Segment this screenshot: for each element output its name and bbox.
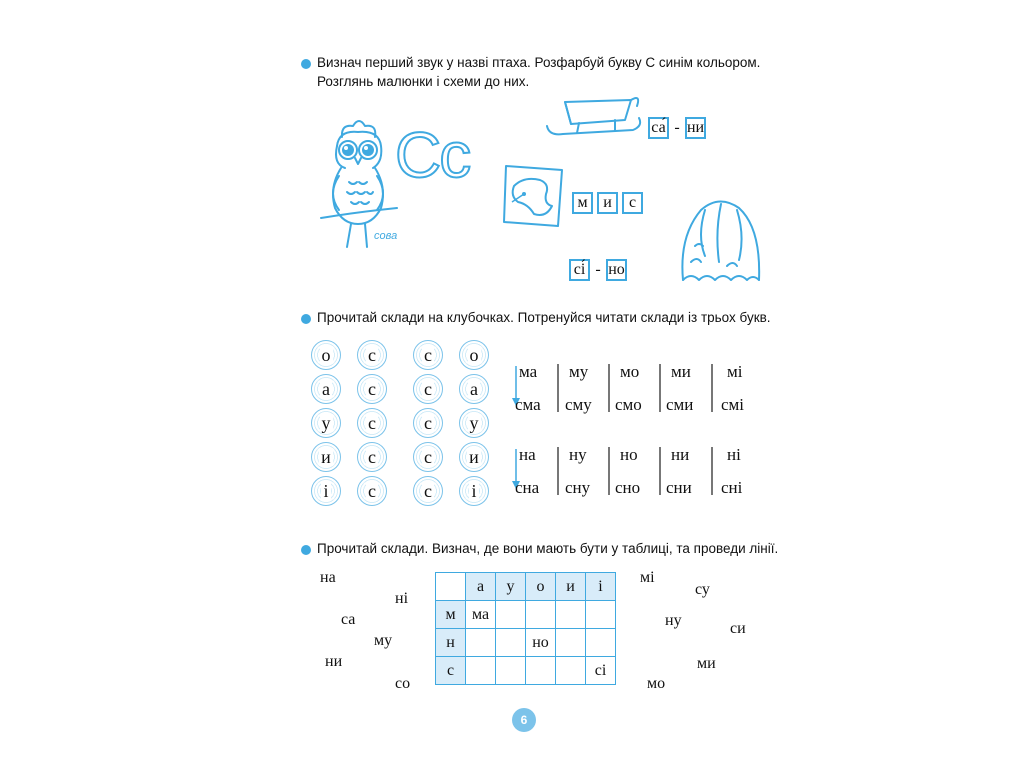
syllable: сму — [565, 395, 592, 414]
syllable: ми — [671, 362, 691, 381]
table-cell — [526, 657, 556, 685]
syllable: мі — [727, 362, 743, 381]
table-row — [436, 629, 616, 657]
instruction-3: Прочитай склади. Визнач, де вони мають бути у таблиці, та проведи лінії. — [317, 541, 779, 556]
table-cell — [496, 657, 526, 685]
syllable-word: ну — [665, 612, 682, 629]
syllable-word: мо — [647, 675, 666, 692]
scheme-cell: и — [597, 192, 618, 214]
table-header-row — [436, 573, 616, 601]
syllable: сно — [615, 478, 641, 497]
yarn-ball: і — [459, 476, 489, 506]
syllable-word: ні — [395, 590, 409, 607]
yarn-ball: а — [459, 374, 489, 404]
yarn-ball: о — [311, 340, 341, 370]
yarn-pairs-left — [311, 340, 391, 508]
scheme-sino — [569, 259, 627, 281]
syllable: сма — [515, 395, 541, 414]
yarn-ball: у — [311, 408, 341, 438]
owl-caption: сова — [374, 230, 398, 242]
instruction-2: Прочитай склади на клубочках. Потренуйся читати склади із трьох букв. — [317, 310, 771, 325]
table-corner — [436, 573, 466, 601]
syllable-block-1 — [511, 360, 751, 416]
column-header: і — [586, 573, 616, 601]
divider — [557, 364, 559, 412]
divider — [711, 364, 713, 412]
syllable: мо — [620, 362, 640, 381]
instruction-1-line-2: Розглянь малюнки і схеми до них. — [317, 74, 530, 89]
yarn-ball: і — [311, 476, 341, 506]
table-cell — [556, 601, 586, 629]
divider — [659, 447, 661, 495]
syllable: ма — [519, 362, 538, 381]
table-cell: ма — [466, 601, 496, 629]
table-cell — [496, 601, 526, 629]
big-letters: Сс — [395, 119, 470, 191]
table-cell — [526, 601, 556, 629]
syllable: сми — [666, 395, 694, 414]
bullet-icon — [301, 59, 311, 69]
bullet-icon — [301, 545, 311, 555]
syllable: сні — [721, 478, 743, 497]
syllable: сна — [515, 478, 540, 497]
row-header: н — [436, 629, 466, 657]
scheme-cell: с — [622, 192, 643, 214]
table-row — [436, 601, 616, 629]
row-header: с — [436, 657, 466, 685]
table-cell — [496, 629, 526, 657]
scheme-cell: ни — [685, 117, 706, 139]
yarn-ball: с — [413, 408, 443, 438]
scheme-cell: сі́ — [569, 259, 590, 281]
yarn-ball: а — [311, 374, 341, 404]
yarn-ball: с — [413, 340, 443, 370]
scheme-mys — [572, 192, 643, 214]
workbook-page — [235, 0, 790, 768]
table-cell: но — [526, 629, 556, 657]
table-cell — [586, 629, 616, 657]
divider — [659, 364, 661, 412]
yarn-ball: с — [357, 442, 387, 472]
map-icon — [500, 160, 570, 232]
column-header: а — [466, 573, 496, 601]
syllable-word: мі — [640, 569, 655, 586]
scheme-cell: м — [572, 192, 593, 214]
instruction-1-line-1: Визнач перший звук у назві птаха. Розфарбуй букву С синім кольором. — [317, 55, 761, 70]
syllable: но — [620, 445, 638, 464]
table-cell — [586, 601, 616, 629]
scheme-sani — [648, 117, 706, 139]
syllable: ну — [569, 445, 587, 464]
syllable-word: му — [374, 632, 393, 649]
table-cell — [556, 657, 586, 685]
yarn-ball: с — [357, 340, 387, 370]
yarn-pairs-right — [413, 340, 493, 508]
divider — [608, 447, 610, 495]
syllable-word: са — [341, 611, 356, 628]
syllable: му — [569, 362, 589, 381]
divider — [608, 364, 610, 412]
syllable-word: су — [695, 581, 710, 598]
syllable-word: на — [320, 569, 336, 586]
yarn-ball: с — [357, 374, 387, 404]
yarn-ball: с — [357, 476, 387, 506]
page-number: 6 — [512, 708, 536, 732]
sled-icon — [545, 90, 645, 140]
syllable-table — [435, 572, 616, 685]
table-cell — [466, 629, 496, 657]
table-cell: сі — [586, 657, 616, 685]
table-cell — [556, 629, 586, 657]
scheme-cell: но — [606, 259, 627, 281]
divider — [711, 447, 713, 495]
haystack-icon — [675, 196, 765, 288]
column-header: о — [526, 573, 556, 601]
syllable: на — [519, 445, 536, 464]
syllable: смо — [615, 395, 642, 414]
column-header: и — [556, 573, 586, 601]
column-header: у — [496, 573, 526, 601]
syllable-block-2 — [511, 443, 751, 499]
bullet-icon — [301, 314, 311, 324]
scheme-dash: - — [595, 261, 601, 278]
syllable: смі — [721, 395, 745, 414]
yarn-ball: о — [459, 340, 489, 370]
scheme-cell: са́ — [648, 117, 669, 139]
syllable: сну — [565, 478, 591, 497]
yarn-ball: и — [459, 442, 489, 472]
row-header: м — [436, 601, 466, 629]
syllable-word: си — [730, 620, 746, 637]
syllable: сни — [666, 478, 692, 497]
yarn-ball: с — [413, 476, 443, 506]
yarn-ball: с — [413, 374, 443, 404]
syllable: ні — [727, 445, 741, 464]
syllable-word: ни — [325, 653, 343, 670]
table-row — [436, 657, 616, 685]
yarn-ball: и — [311, 442, 341, 472]
yarn-ball: у — [459, 408, 489, 438]
yarn-ball: с — [413, 442, 443, 472]
syllable-word: ми — [697, 655, 716, 672]
scheme-dash: - — [674, 119, 680, 136]
syllable: ни — [671, 445, 690, 464]
divider — [557, 447, 559, 495]
table-cell — [466, 657, 496, 685]
syllable-word: со — [395, 675, 411, 692]
yarn-ball: с — [357, 408, 387, 438]
